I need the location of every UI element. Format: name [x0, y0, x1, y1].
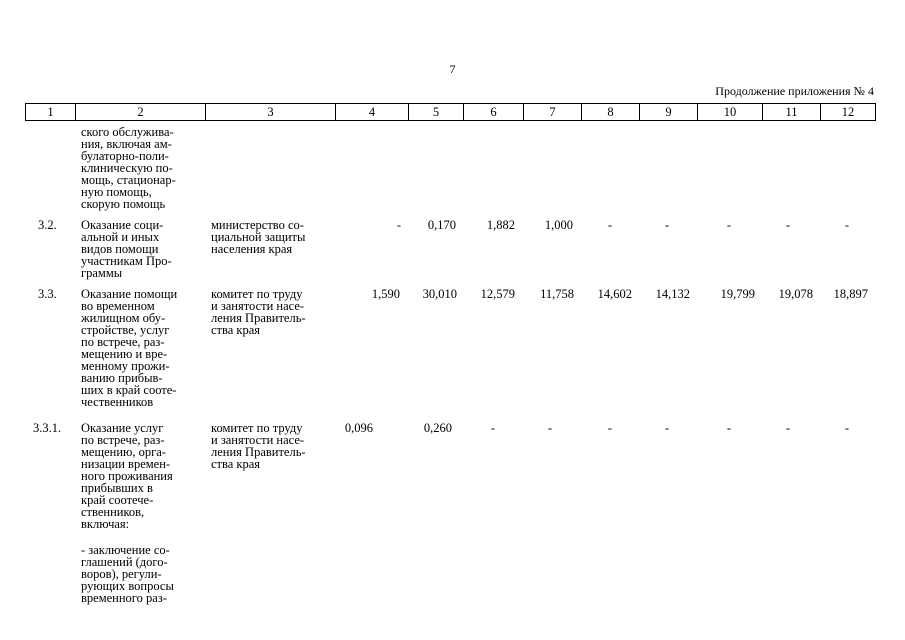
column-header: 4 [336, 104, 409, 121]
row-value: - [396, 218, 401, 232]
row-value: - [664, 218, 669, 232]
column-header: 1 [26, 104, 76, 121]
column-header-table [25, 103, 876, 121]
column-header: 12 [821, 104, 876, 121]
row-name: Оказание услуг по встрече, раз- мещению, орга- низации времен- ного проживания прибывших в край соотече- ственников, включая: [81, 421, 173, 531]
row-value: 1,882 [486, 218, 515, 232]
row-value: 0,096 [344, 421, 373, 435]
row-value: - [844, 218, 849, 232]
row-id: 3.2. [38, 218, 57, 232]
continuation-label: Продолжение приложения № 4 [715, 84, 874, 98]
column-header: 5 [409, 104, 464, 121]
column-header: 9 [640, 104, 698, 121]
row-value: 14,602 [597, 287, 632, 301]
row-value: 1,000 [544, 218, 573, 232]
row-name: - заключение со- глашений (дого- воров), регули- рующих вопросы временного раз- [81, 543, 174, 605]
column-header: 7 [524, 104, 582, 121]
row-name: Оказание соци- альной и иных видов помощи участникам Про- граммы [81, 218, 172, 280]
row-value: - [726, 421, 731, 435]
row-value: 19,799 [720, 287, 755, 301]
column-header-row [26, 104, 876, 121]
row-value: - [785, 218, 790, 232]
row-value: 12,579 [480, 287, 515, 301]
column-header: 3 [206, 104, 336, 121]
column-header: 11 [763, 104, 821, 121]
row-id: 3.3.1. [33, 421, 62, 435]
row-org: комитет по труду и занятости насе- ления Правитель- ства края [211, 287, 306, 337]
row-name: ского обслужива- ния, включая ам- булаторно-поли- клиническую по- мощь, стационар- ную помощь, скорую помощь [81, 125, 176, 211]
page-number: 7 [449, 62, 456, 76]
row-value: 11,758 [540, 287, 574, 301]
row-value: - [844, 421, 849, 435]
row-value: 19,078 [778, 287, 813, 301]
row-value: - [607, 421, 612, 435]
row-value: 18,897 [833, 287, 868, 301]
row-value: 0,260 [423, 421, 452, 435]
column-header: 10 [698, 104, 763, 121]
row-value: - [726, 218, 731, 232]
row-value: - [664, 421, 669, 435]
row-value: 14,132 [655, 287, 690, 301]
row-value: - [547, 421, 552, 435]
row-value: 1,590 [371, 287, 400, 301]
row-value: 30,010 [422, 287, 457, 301]
column-header: 2 [76, 104, 206, 121]
row-value: - [785, 421, 790, 435]
row-id: 3.3. [38, 287, 57, 301]
column-header: 8 [582, 104, 640, 121]
row-value: 0,170 [427, 218, 456, 232]
row-name: Оказание помощи во временном жилищном обу- стройстве, услуг по встрече, раз- мещению и вре- менному прожи- ванию прибыв- ших в край сооте- чественников [81, 287, 178, 409]
row-org: министерство со- циальной защиты населения края [211, 218, 306, 256]
row-org: комитет по труду и занятости насе- ления Правитель- ства края [211, 421, 306, 471]
column-header: 6 [464, 104, 524, 121]
row-value: - [607, 218, 612, 232]
row-value: - [490, 421, 495, 435]
